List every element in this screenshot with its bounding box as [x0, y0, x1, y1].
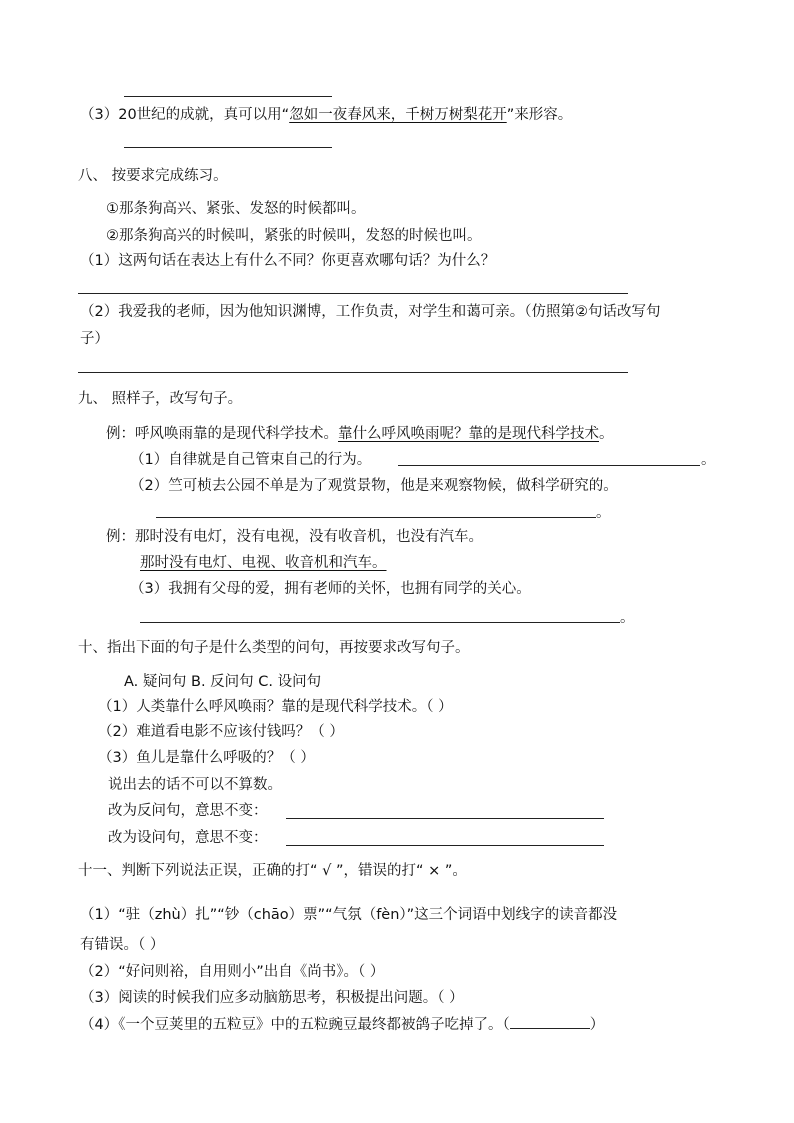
- sec8-question-2-line2: 子）: [80, 331, 109, 347]
- sec10-question-3: （3）鱼儿是靠什么呼吸的？（ ）: [98, 750, 315, 766]
- sec9-example-2-answer: 那时没有电灯、电视、收音机和汽车。: [140, 555, 387, 571]
- answer-line-sec7-q3[interactable]: [124, 147, 332, 148]
- answer-line-sec9-q1[interactable]: [398, 465, 700, 466]
- sec10-source-sentence: 说出去的话不可以不算数。: [108, 777, 282, 793]
- sec11-question-1-line1: （1）“驻（zhù）扎”“钞（chāo）票”“气氛（fèn）”这三个词语中划线字的读音都没: [80, 907, 618, 923]
- sec11-question-3: （3）阅读的时候我们应多动脑筋思考，积极提出问题。（ ）: [80, 990, 464, 1006]
- sec10-question-1: （1）人类靠什么呼风唤雨？靠的是现代科学技术。（ ）: [98, 699, 453, 715]
- sec9-example-2: 例：那时没有电灯，没有电视，没有收音机，也没有汽车。: [106, 529, 483, 545]
- sec10-question-2: （2）难道看电影不应该付钱吗？（ ）: [98, 724, 344, 740]
- section-9-title: 九、 照样子，改写句子。: [78, 391, 243, 407]
- sec9-q3-period: 。: [620, 610, 635, 626]
- answer-line-sec9-q2[interactable]: [156, 517, 596, 518]
- sec9-question-3: （3）我拥有父母的爱，拥有老师的关怀，也拥有同学的关心。: [130, 581, 531, 597]
- sec9-example-1: 例：呼风唤雨靠的是现代科学技术。靠什么呼风唤雨呢？靠的是现代科学技术。: [106, 426, 614, 442]
- section-8-title: 八、 按要求完成练习。: [78, 168, 228, 184]
- question-type-options: A. 疑问句 B. 反问句 C. 设问句: [124, 674, 322, 690]
- sec11-question-1-line2: 有错误。（ ）: [80, 937, 165, 953]
- sec8-sentence-1: ①那条狗高兴、紧张、发怒的时候都叫。: [106, 201, 366, 217]
- answer-line-sec9-q3[interactable]: [140, 622, 620, 623]
- sec8-question-2-line1: （2）我爱我的老师，因为他知识渊博，工作负责，对学生和蔼可亲。（仿照第②句话改写句: [80, 304, 661, 320]
- quoted-poem-line: 忽如一夜春风来，千树万树梨花开: [289, 107, 507, 123]
- rewrite-rhetorical-label: 改为反问句，意思不变：: [108, 803, 268, 819]
- section-11-title: 十一、判断下列说法正误，正确的打“ √ ”，错误的打“ × ”。: [78, 863, 467, 879]
- sec9-q1-period: 。: [701, 452, 716, 468]
- answer-line-sec8-q2[interactable]: [78, 372, 628, 373]
- answer-line-self-answered[interactable]: [286, 845, 604, 846]
- sec8-question-1: （1）这两句话在表达上有什么不同？你更喜欢哪句话？为什么？: [80, 253, 496, 269]
- answer-line-sec8-q1[interactable]: [78, 293, 628, 294]
- sec11-question-4: （4）《一个豆荚里的五粒豆》中的五粒豌豆最终都被鸽子吃掉了。（ ）: [80, 1014, 604, 1035]
- answer-line-rhetorical[interactable]: [286, 818, 604, 819]
- answer-blank-sec11-q4[interactable]: [510, 1014, 590, 1029]
- sec7-question-3: （3）20世纪的成就，真可以用“忽如一夜春风来，千树万树梨花开”来形容。: [80, 107, 573, 123]
- sec8-sentence-2: ②那条狗高兴的时候叫，紧张的时候叫，发怒的时候也叫。: [106, 228, 482, 244]
- sec9-question-2: （2）竺可桢去公园不单是为了观赏景物，他是来观察物候，做科学研究的。: [130, 478, 618, 494]
- sec9-q2-period: 。: [596, 505, 611, 521]
- rewrite-self-answered-label: 改为设问句，意思不变：: [108, 830, 268, 846]
- sec11-question-2: （2）“好问则裕，自用则小”出自《尚书》。（ ）: [80, 964, 385, 980]
- section-10-title: 十、指出下面的句子是什么类型的问句，再按要求改写句子。: [78, 640, 470, 656]
- example-1-answer: 靠什么呼风唤雨呢？靠的是现代科学技术: [338, 426, 599, 442]
- answer-line-prev[interactable]: [124, 96, 332, 97]
- sec9-question-1: （1）自律就是自己管束自己的行为。: [130, 452, 372, 468]
